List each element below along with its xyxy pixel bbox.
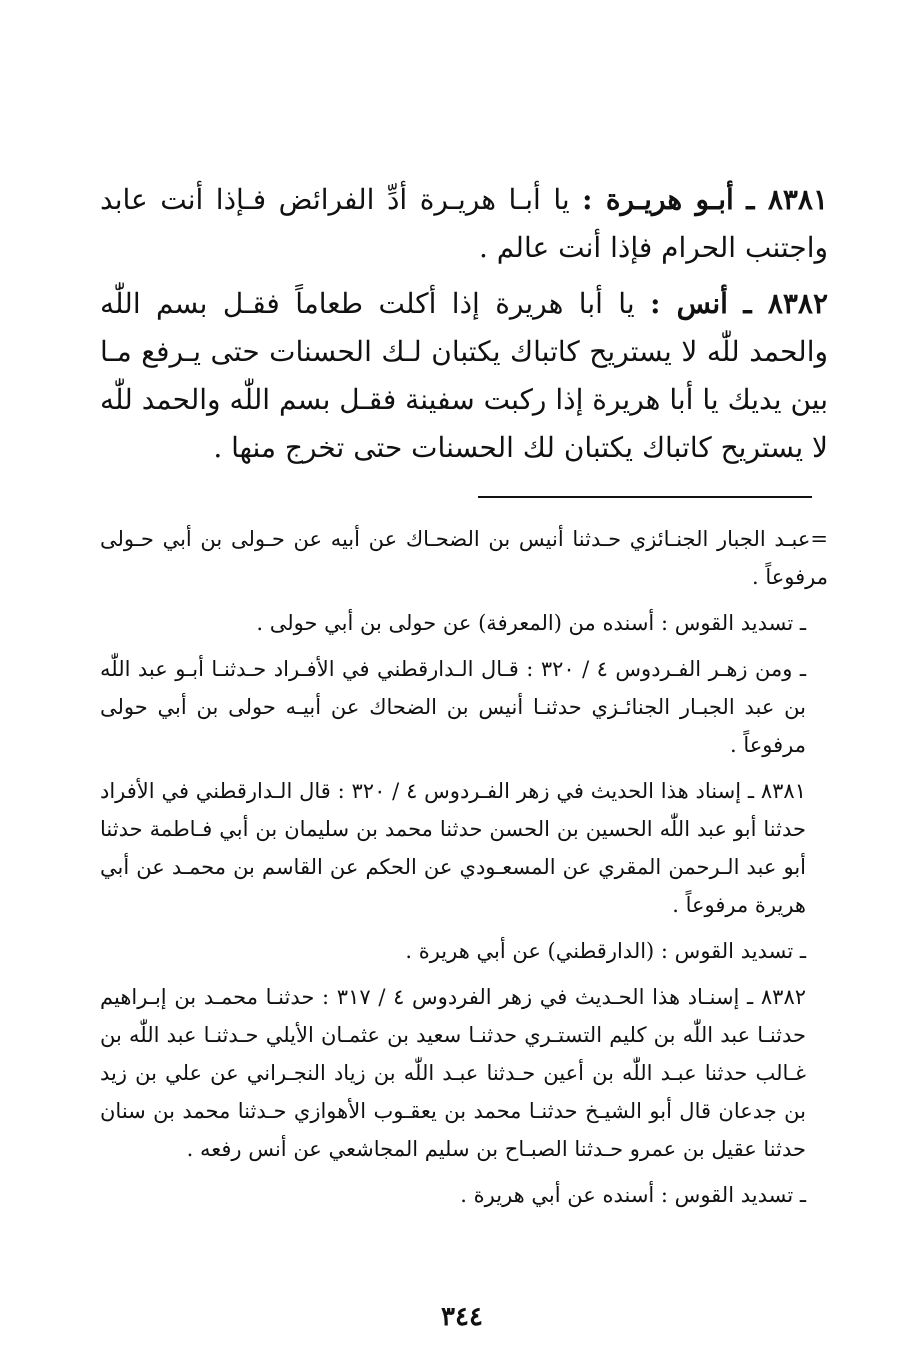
hadith-narrator: أبـو هريـرة : xyxy=(582,183,734,216)
footnote-paragraph: ـ تسديد القوس : أسنده من (المعرفة) عن حولى بن أبي حولى . xyxy=(256,611,806,635)
footnote-paragraph: ٨٣٨٢ ـ إسنـاد هذا الحـديث في زهر الفردوس ٤ / ٣١٧ : حدثنـا محمـد بن إبـراهيم حدثنـا عبد اللّٰه بن كليم التستـري حدثنـا سعيد بن عثمـان الأيلي حـدثنـا عبد اللّٰه بن غـالب حدثنا عبـد اللّٰه بن أعين حـدثنا عبـد اللّٰه بن زياد النجـراني عن علي بن زيد بن جدعان قال أبو الشيـخ حدثنـا محمد بن يعقـوب الأهوازي حـدثنا محمد بن سنان حدثنا عقيل بن عمرو حـدثنا الصبـاح بن سليم المجاشعي عن أنس رفعه . xyxy=(100,985,807,1161)
footnote-paragraph: ـ ومن زهـر الفـردوس ٤ / ٣٢٠ : قـال الـدارقطني في الأفـراد حـدثنـا أبـو عبد اللّٰه بن عبد الجبـار الجنائـزي حدثنـا أنيس بن الضحاك عن أبيـه حولى بن أبي حولى مرفوعاً . xyxy=(100,657,807,757)
hadith-main-text xyxy=(100,176,828,480)
hadith-text: يا أبـا هريـرة أدِّ الفرائض فـإذا أنت عابد واجتنب الحرام فإذا أنت عالم . xyxy=(100,183,828,264)
hadith-number: ٨٣٨١ ـ xyxy=(746,183,828,216)
footnote-paragraph: ـ تسديد القوس : أسنده عن أبي هريرة . xyxy=(460,1183,806,1207)
hadith-narrator: أنس : xyxy=(650,287,728,320)
footnote-paragraph: ـ تسديد القوس : (الدارقطني) عن أبي هريرة . xyxy=(405,939,806,963)
page-number: ٣٤٤ xyxy=(441,1302,483,1332)
hadith-number: ٨٣٨٢ ـ xyxy=(743,287,828,320)
hadith-entry xyxy=(100,176,828,272)
footnotes-section xyxy=(100,520,828,1222)
hadith-entry xyxy=(100,280,828,472)
footnote-divider xyxy=(478,496,812,498)
footnote-paragraph: =عبـد الجبار الجنـائزي حـدثنا أنيس بن الضحـاك عن أبيه عن حـولى بن أبي حـولى مرفوعاً . xyxy=(100,527,828,589)
hadith-text: يا أبا هريرة إذا أكلت طعاماً فقـل بسم اللّٰه والحمد للّٰه لا يستريح كاتباك يكتبان لـك الحسنات حتى يـرفع مـا بين يديك يا أبا هريرة إذا ركبت سفينة فقـل بسم اللّٰه والحمد للّٰه لا يستريح كاتباك يكتبان لك الحسنات حتى تخرج منها . xyxy=(100,287,828,464)
footnote-paragraph: ٨٣٨١ ـ إسناد هذا الحديث في زهر الفـردوس ٤ / ٣٢٠ : قال الـدارقطني في الأفراد حدثنا أبو عبد اللّٰه الحسين بن الحسن حدثنا محمد بن سليمان بن أبي فـاطمة حدثنا أبو عبد الـرحمن المقري عن المسعـودي عن الحكم عن القاسم بن محمـد عن أبي هريرة مرفوعاً . xyxy=(100,779,806,917)
